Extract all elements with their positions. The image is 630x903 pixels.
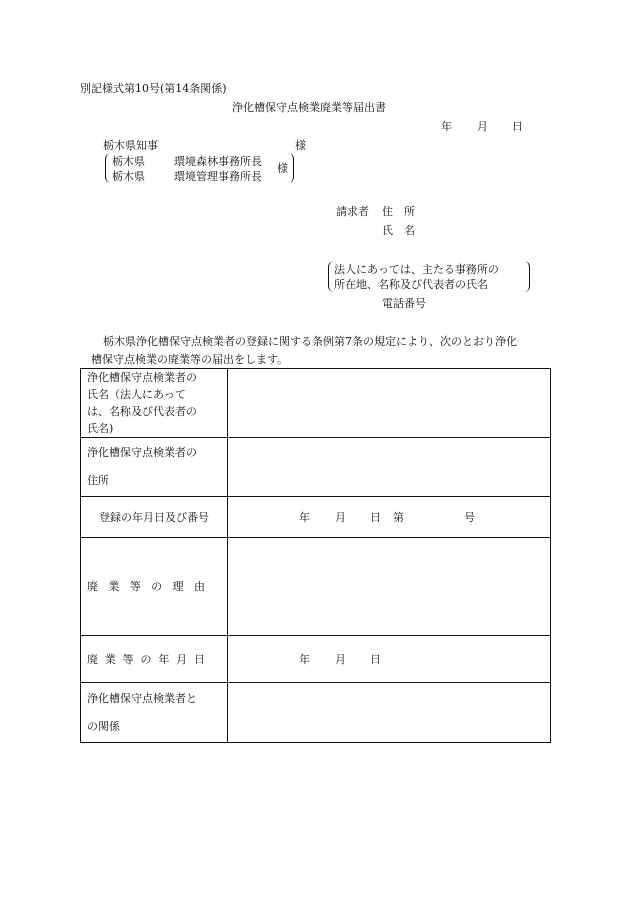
operator-name-label-line1: 浄化槽保守点検業者の [87,371,197,384]
relationship-label-line1: 浄化槽保守点検業者と [87,691,197,705]
corporate-note-line1: 法人にあっては、主たる事務所の [334,263,499,276]
closure-date-field[interactable] [228,636,551,683]
applicant-name-label: 氏 名 [382,224,415,237]
reason-label-char-4: の [151,580,163,593]
relationship-label [81,683,228,743]
registration-label: 登録の年月日及び番号 [81,497,228,538]
row-reason [81,538,551,636]
corporate-note-line2: 所在地、名称及び代表者の氏名 [334,278,488,291]
governor-title: 栃木県知事 [103,139,158,152]
reason-label-char-1: 廃 [87,580,98,593]
body-line-1: 栃木県浄化槽保守点検業者の登録に関する条例第7条の規定により、次のとおり浄化 [103,335,517,348]
reason-label-char-3: 等 [129,580,141,593]
operator-name-label-line4: 氏名) [87,422,114,435]
row-operator-name [81,369,551,438]
office-sama: 様 [277,162,288,175]
operator-name-label-line2: 氏名（法人にあって [87,388,186,401]
governor-sama: 様 [295,139,306,152]
closure-month: 月 [335,653,346,666]
date-day: 日 [512,120,523,133]
closure-date-char-6: 月 [176,652,188,666]
registration-year: 年 [299,511,310,524]
applicant-phone-label: 電話番号 [382,297,426,310]
reason-label [81,538,228,636]
date-year: 年 [441,120,452,133]
closure-date-char-4: の [140,652,152,666]
office-2-prefecture: 栃木県 [112,170,145,183]
closure-date-label [81,636,228,683]
body-line-2: 槽保守点検業の廃業等の届出をします。 [91,353,289,366]
closure-date-char-7: 日 [193,652,205,666]
form-table [80,368,551,743]
closure-day: 日 [370,653,381,666]
closure-year: 年 [299,653,310,666]
relationship-field[interactable] [228,683,551,743]
operator-name-label-line3: は、名称及び代表者の [87,405,197,418]
operator-address-field[interactable] [228,438,551,497]
date-month: 月 [477,120,488,133]
applicant-address-label: 住 所 [382,205,415,218]
operator-address-label-line1: 浄化槽保守点検業者の [87,446,197,459]
registration-go: 号 [464,511,475,524]
registration-month: 月 [335,511,346,524]
operator-address-label-line2: 住所 [87,474,109,487]
reason-field[interactable] [228,538,551,636]
form-number: 別記様式第10号(第14条関係) [80,82,227,95]
office-2-name: 環境管理事務所長 [174,170,262,183]
registration-day: 日 [370,511,381,524]
reason-label-char-5: 理 [172,580,184,593]
office-1-prefecture: 栃木県 [112,155,145,168]
operator-name-label [81,369,228,438]
row-closure-date [81,636,551,683]
row-relationship [81,683,551,743]
row-registration [81,497,551,538]
closure-date-char-2: 業 [104,652,116,666]
document-title: 浄化槽保守点検業廃業等届出書 [232,101,386,114]
operator-name-field[interactable] [228,369,551,438]
registration-dai: 第 [393,511,404,524]
applicant-role: 請求者 [336,205,369,218]
operator-address-label [81,438,228,497]
registration-field[interactable] [228,497,551,538]
relationship-label-line2: の関係 [87,719,120,733]
closure-date-char-5: 年 [158,652,170,666]
row-operator-address [81,438,551,497]
closure-date-char-3: 等 [122,652,134,666]
reason-label-char-2: 業 [108,580,120,593]
reason-label-char-6: 由 [193,580,205,593]
closure-date-char-1: 廃 [87,652,98,666]
office-1-name: 環境森林事務所長 [174,155,262,168]
